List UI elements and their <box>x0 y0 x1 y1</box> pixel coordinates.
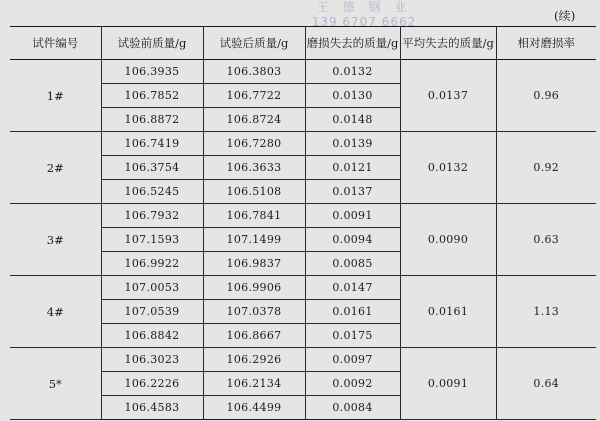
mass-after-cell: 106.7280 <box>203 132 305 156</box>
mass-after-cell: 106.5108 <box>203 180 305 204</box>
avg-loss-cell: 0.0161 <box>400 276 496 348</box>
sample-id-cell: 4# <box>10 276 101 348</box>
mass-after-cell: 106.8724 <box>203 108 305 132</box>
continued-label: (续) <box>554 9 576 23</box>
mass-after-cell: 106.7841 <box>203 204 305 228</box>
mass-before-cell: 106.7419 <box>101 132 203 156</box>
mass-after-cell: 106.9837 <box>203 252 305 276</box>
header-sample-id: 试件编号 <box>10 27 101 60</box>
mass-before-cell: 106.3754 <box>101 156 203 180</box>
sample-id-cell: 1# <box>10 60 101 132</box>
mass-after-cell: 106.4499 <box>203 396 305 420</box>
mass-before-cell: 107.1593 <box>101 228 203 252</box>
relative-rate-cell: 1.13 <box>496 276 596 348</box>
mass-before-cell: 107.0539 <box>101 300 203 324</box>
mass-loss-cell: 0.0085 <box>305 252 400 276</box>
mass-loss-cell: 0.0132 <box>305 60 400 84</box>
header-row <box>10 27 596 60</box>
mass-after-cell: 106.2926 <box>203 348 305 372</box>
avg-loss-cell: 0.0090 <box>400 204 496 276</box>
mass-loss-cell: 0.0147 <box>305 276 400 300</box>
mass-after-cell: 106.2134 <box>203 372 305 396</box>
mass-before-cell: 106.7852 <box>101 84 203 108</box>
mass-loss-cell: 0.0139 <box>305 132 400 156</box>
mass-before-cell: 106.4583 <box>101 396 203 420</box>
mass-loss-cell: 0.0097 <box>305 348 400 372</box>
mass-loss-cell: 0.0161 <box>305 300 400 324</box>
mass-before-cell: 106.5245 <box>101 180 203 204</box>
wear-test-table <box>10 26 596 420</box>
mass-loss-cell: 0.0094 <box>305 228 400 252</box>
relative-rate-cell: 0.92 <box>496 132 596 204</box>
mass-after-cell: 107.1499 <box>203 228 305 252</box>
mass-after-cell: 107.0378 <box>203 300 305 324</box>
mass-loss-cell: 0.0137 <box>305 180 400 204</box>
mass-loss-cell: 0.0121 <box>305 156 400 180</box>
mass-before-cell: 106.2226 <box>101 372 203 396</box>
mass-before-cell: 106.7932 <box>101 204 203 228</box>
table-row <box>10 60 596 84</box>
header-mass-before: 试验前质量/g <box>101 27 203 60</box>
relative-rate-cell: 0.63 <box>496 204 596 276</box>
mass-loss-cell: 0.0148 <box>305 108 400 132</box>
mass-loss-cell: 0.0092 <box>305 372 400 396</box>
relative-rate-cell: 0.96 <box>496 60 596 132</box>
mass-before-cell: 106.3935 <box>101 60 203 84</box>
mass-before-cell: 107.0053 <box>101 276 203 300</box>
header-mass-after: 试验后质量/g <box>203 27 305 60</box>
table-row <box>10 132 596 156</box>
mass-before-cell: 106.8842 <box>101 324 203 348</box>
avg-loss-cell: 0.0091 <box>400 348 496 420</box>
avg-loss-cell: 0.0132 <box>400 132 496 204</box>
mass-loss-cell: 0.0130 <box>305 84 400 108</box>
mass-after-cell: 106.9906 <box>203 276 305 300</box>
mass-loss-cell: 0.0175 <box>305 324 400 348</box>
mass-loss-cell: 0.0091 <box>305 204 400 228</box>
header-relative-rate: 相对磨损率 <box>496 27 596 60</box>
mass-after-cell: 106.7722 <box>203 84 305 108</box>
mass-before-cell: 106.3023 <box>101 348 203 372</box>
avg-loss-cell: 0.0137 <box>400 60 496 132</box>
mass-before-cell: 106.9922 <box>101 252 203 276</box>
watermark <box>304 0 424 28</box>
mass-after-cell: 106.3803 <box>203 60 305 84</box>
table-row <box>10 204 596 228</box>
watermark-phone: 139 6707 6662 <box>311 15 417 29</box>
sample-id-cell: 2# <box>10 132 101 204</box>
mass-before-cell: 106.8872 <box>101 108 203 132</box>
mass-after-cell: 106.8667 <box>203 324 305 348</box>
header-avg-loss: 平均失去的质量/g <box>400 27 496 60</box>
mass-after-cell: 106.3633 <box>203 156 305 180</box>
relative-rate-cell: 0.64 <box>496 348 596 420</box>
watermark-name: 王 德 钢 业 <box>316 0 412 14</box>
sample-id-cell: 3# <box>10 204 101 276</box>
mass-loss-cell: 0.0084 <box>305 396 400 420</box>
table-row <box>10 276 596 300</box>
sample-id-cell: 5* <box>10 348 101 420</box>
table-row <box>10 348 596 372</box>
header-mass-loss: 磨损失去的质量/g <box>305 27 400 60</box>
